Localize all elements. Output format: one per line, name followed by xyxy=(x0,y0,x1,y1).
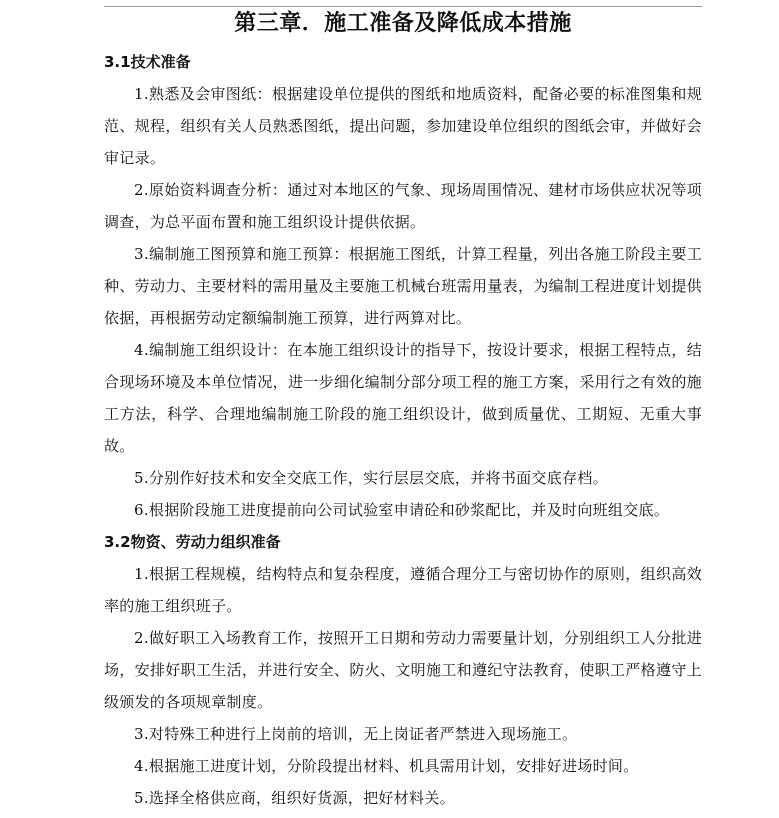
document-body xyxy=(104,46,702,814)
list-item: 3.对特殊工种进行上岗前的培训，无上岗证者严禁进入现场施工。 xyxy=(134,725,578,743)
list-item: 4.根据施工进度计划，分阶段提出材料、机具需用计划，安排好进场时间。 xyxy=(134,757,639,775)
list-item: 1.根据工程规模，结构特点和复杂程度，遵循合理分工与密切协作的原则，组织高效率的施工组织班子。 xyxy=(104,565,702,615)
section-heading: 3.1技术准备 xyxy=(104,53,191,71)
section-technical-preparation xyxy=(104,46,702,526)
list-item: 5.分别作好技术和安全交底工作，实行层层交底，并将书面交底存档。 xyxy=(134,469,608,487)
list-item: 1.熟悉及会审图纸：根据建设单位提供的图纸和地质资料，配备必要的标准图集和规范、规程，组织有关人员熟悉图纸，提出问题，参加建设单位组织的图纸会审，并做好会审记录。 xyxy=(104,85,702,167)
list-item: 2.原始资料调查分析：通过对本地区的气象、现场周围情况、建材市场供应状况等项调查，为总平面布置和施工组织设计提供依据。 xyxy=(104,181,702,231)
section-material-labor-preparation xyxy=(104,526,702,814)
list-item: 5.选择全格供应商，组织好货源，把好材料关。 xyxy=(134,789,455,807)
header-rule xyxy=(104,6,702,7)
list-item: 3.编制施工图预算和施工预算：根据施工图纸，计算工程量，列出各施工阶段主要工种、劳动力、主要材料的需用量及主要施工机械台班需用量表，为编制工程进度计划提供依据，再根据劳动定额编制施工预算，进行两算对比。 xyxy=(104,245,702,327)
list-item: 6.根据阶段施工进度提前向公司试验室申请砼和砂浆配比，并及时向班组交底。 xyxy=(134,501,670,519)
chapter-title: 第三章．施工准备及降低成本措施 xyxy=(234,11,572,36)
list-item: 2.做好职工入场教育工作，按照开工日期和劳动力需要量计划，分别组织工人分批进场，安排好职工生活，并进行安全、防火、文明施工和遵纪守法教育，使职工严格遵守上级颁发的各项规章制度。 xyxy=(104,629,702,711)
list-item: 4.编制施工组织设计：在本施工组织设计的指导下，按设计要求，根据工程特点，结合现场环境及本单位情况，进一步细化编制分部分项工程的施工方案，采用行之有效的施工方法，科学、合理地编制施工阶段的施工组织设计，做到质量优、工期短、无重大事故。 xyxy=(104,341,702,455)
section-heading: 3.2物资、劳动力组织准备 xyxy=(104,533,281,551)
